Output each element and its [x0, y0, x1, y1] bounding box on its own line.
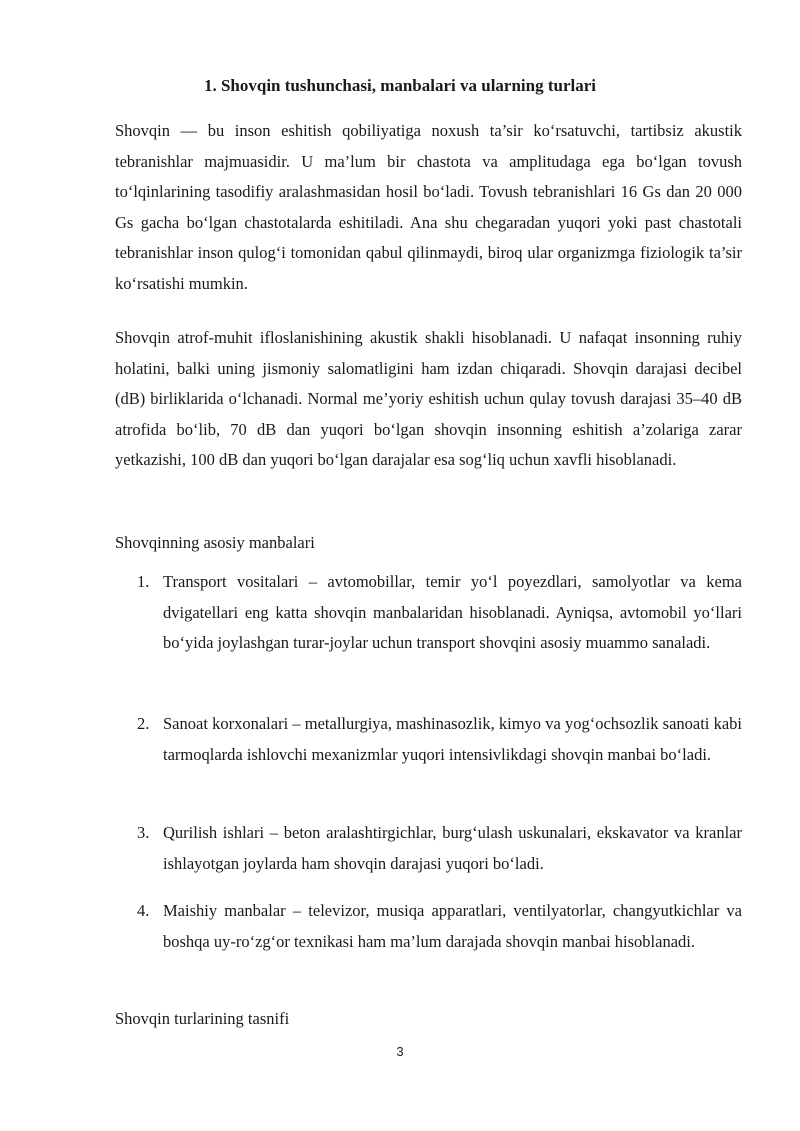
- list-item: [115, 818, 742, 879]
- paragraph-pollution: Shovqin atrof-muhit ifloslanishining akustik shakli hisoblanadi. U nafaqat insonning ruhiy holatini, balki uning jismoniy salomatligini ham izdan chiqaradi. Shovqin darajasi decibel (dB) birliklarida o‘lchanadi. Normal me’yoriy eshitish uchun qulay tovush darajasi 35–40 dB atrofida bo‘lib, 70 dB dan yuqori bo‘lgan shovqin insonning eshitish a’zolariga zarar yetkazishi, 100 dB dan yuqori bo‘lgan darajalar esa sog‘liq uchun xavfli hisoblanadi.: [115, 328, 742, 470]
- list-item: [115, 896, 742, 957]
- list-item: [115, 567, 742, 659]
- list-item-text: Sanoat korxonalari – metallurgiya, mashinasozlik, kimyo va yog‘ochsozlik sanoati kabi tarmoqlarda ishlovchi mexanizmlar yuqori intensivlikdagi shovqin manbai bo‘ladi.: [163, 714, 742, 764]
- list-item-text: Qurilish ishlari – beton aralashtirgichlar, burg‘ulash uskunalari, ekskavator va kranlar ishlayotgan joylarda ham shovqin darajasi yuqori bo‘ladi.: [163, 823, 742, 873]
- classification-title: Shovqin turlarining tasnifi: [115, 1009, 290, 1028]
- list-item-text: Transport vositalari – avtomobillar, temir yo‘l poyezdlari, samolyotlar va kema dvigatellari eng katta shovqin manbalaridan hisoblanadi. Ayniqsa, avtomobil yo‘llari bo‘yida joylashgan turar-joylar uchun transport shovqini asosiy muammo sanaladi.: [163, 572, 742, 653]
- section-heading: 1. Shovqin tushunchasi, manbalari va ularning turlari: [203, 76, 597, 95]
- page-number: 3: [396, 1044, 404, 1059]
- list-item-number: 4.: [137, 901, 150, 920]
- list-item: [115, 709, 742, 770]
- paragraph-definition: Shovqin — bu inson eshitish qobiliyatiga noxush ta’sir ko‘rsatuvchi, tartibsiz akustik tebranishlar majmuasidir. U ma’lum bir chastota va amplitudaga ega bo‘lgan tovush to‘lqinlarining tasodifiy aralashmasidan hosil bo‘ladi. Tovush tebranishlari 16 Gs dan 20 000 Gs gacha bo‘lgan chastotalarda eshitiladi. Ana shu chegaradan yuqori yoki past chastotali tebranishlar inson qulog‘i tomonidan qabul qilinmaydi, biroq ular organizmga fiziologik ta’sir ko‘rsatishi mumkin.: [115, 121, 742, 293]
- list-item-number: 2.: [137, 714, 150, 733]
- list-item-number: 3.: [137, 823, 150, 842]
- list-item-number: 1.: [137, 572, 150, 591]
- list-item-text: Maishiy manbalar – televizor, musiqa apparatlari, ventilyatorlar, changyutkichlar va boshqa uy-ro‘zg‘or texnikasi ham ma’lum darajada shovqin manbai hisoblanadi.: [163, 901, 742, 951]
- sources-title: Shovqinning asosiy manbalari: [115, 533, 315, 552]
